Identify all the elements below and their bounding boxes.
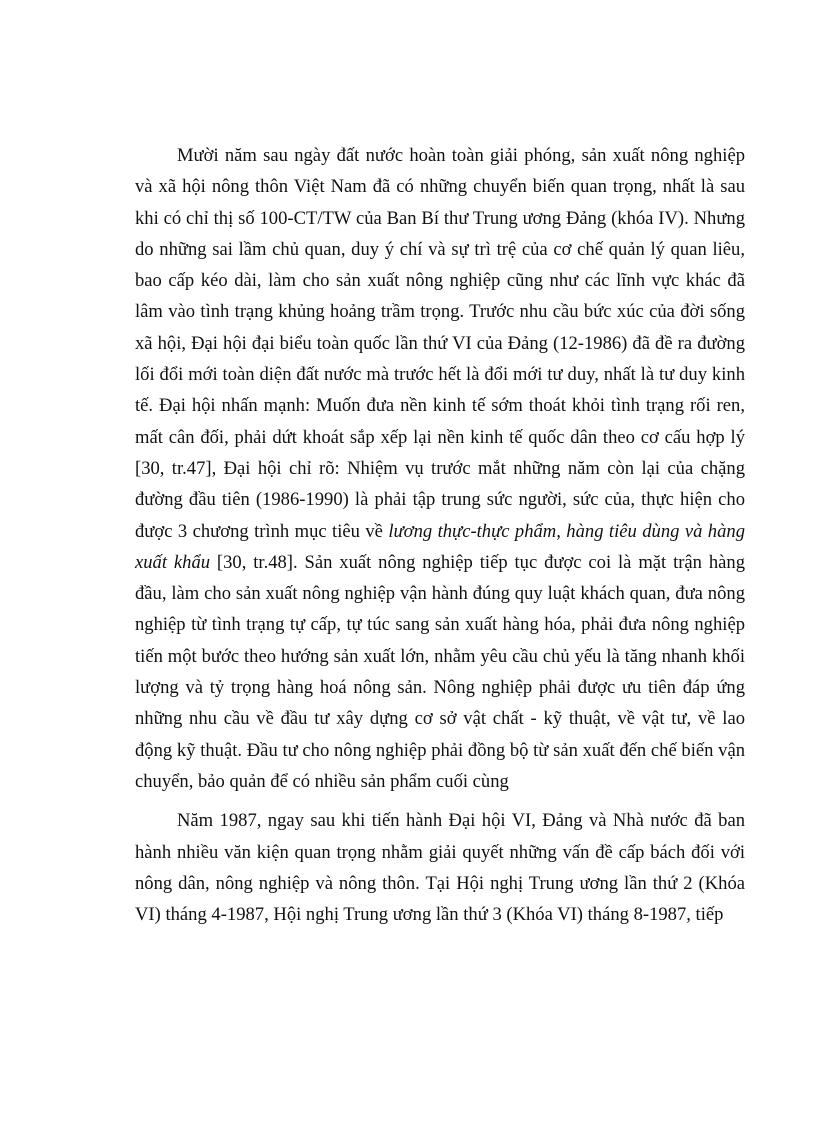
paragraph-2-text: Năm 1987, ngay sau khi tiến hành Đại hội VI, Đảng và Nhà nước đã ban hành nhiều văn kiện quan trọng nhằm giải quyết những vấn đề cấp bách đối với nông dân, nông nghiệp và nông thôn. Tại Hội nghị Trung ương lần thứ 2 (Khóa VI) tháng 4-1987, Hội nghị Trung ương lần thứ 3 (Khóa VI) tháng 8-1987, tiếp	[135, 810, 745, 926]
paragraph-1	[135, 140, 745, 797]
paragraph-1-text-end: [30, tr.48]. Sản xuất nông nghiệp tiếp tục được coi là mặt trận hàng đầu, làm cho sản xuất nông nghiệp vận hành đúng quy luật khách quan, đưa nông nghiệp từ tình trạng tự cấp, tự túc sang sản xuất hàng hóa, phải đưa nông nghiệp tiến một bước theo hướng sản xuất lớn, nhằm yêu cầu chủ yếu là tăng nhanh khối lượng và tỷ trọng hàng hoá nông sản. Nông nghiệp phải được ưu tiên đáp ứng những nhu cầu về đầu tư xây dựng cơ sở vật chất - kỹ thuật, về vật tư, về lao động kỹ thuật. Đầu tư cho nông nghiệp phải đồng bộ từ sản xuất đến chế biến vận chuyển, bảo quản để có nhiều sản phẩm cuối cùng	[135, 551, 746, 792]
paragraph-2	[135, 805, 745, 930]
document-page	[135, 140, 745, 930]
paragraph-1-italic-phrase: lương thực-thực phẩm, hàng tiêu dùng và hàng xuất khẩu	[135, 520, 745, 573]
paragraph-1-text-start: Mười năm sau ngày đất nước hoàn toàn giải phóng, sản xuất nông nghiệp và xã hội nông thôn Việt Nam đã có những chuyển biến quan trọng, nhất là sau khi có chỉ thị số 100-CT/TW của Ban Bí thư Trung ương Đảng (khóa IV). Nhưng do những sai lầm chủ quan, duy ý chí và sự trì trệ của cơ chế quản lý quan liêu, bao cấp kéo dài, làm cho sản xuất nông nghiệp cũng như các lĩnh vực khác đã lâm vào tình trạng khủng hoảng trầm trọng. Trước nhu cầu bức xúc của đời sống xã hội, Đại hội đại biểu toàn quốc lần thứ VI của Đảng (12-1986) đã đề ra đường lối đổi mới toàn diện đất nước mà trước hết là đổi mới tư duy, nhất là tư duy kinh tế. Đại hội nhấn mạnh: Muốn đưa nền kinh tế sớm thoát khỏi tình trạng rối ren, mất cân đối, phải dứt khoát sắp xếp lại nền kinh tế quốc dân theo cơ cấu hợp lý [30, tr.47], Đại hội chỉ rõ: Nhiệm vụ trước mắt những năm còn lại của chặng đường đầu tiên (1986-1990) là phải tập trung sức người, sức của, thực hiện cho được 3 chương trình mục tiêu về	[135, 145, 745, 542]
